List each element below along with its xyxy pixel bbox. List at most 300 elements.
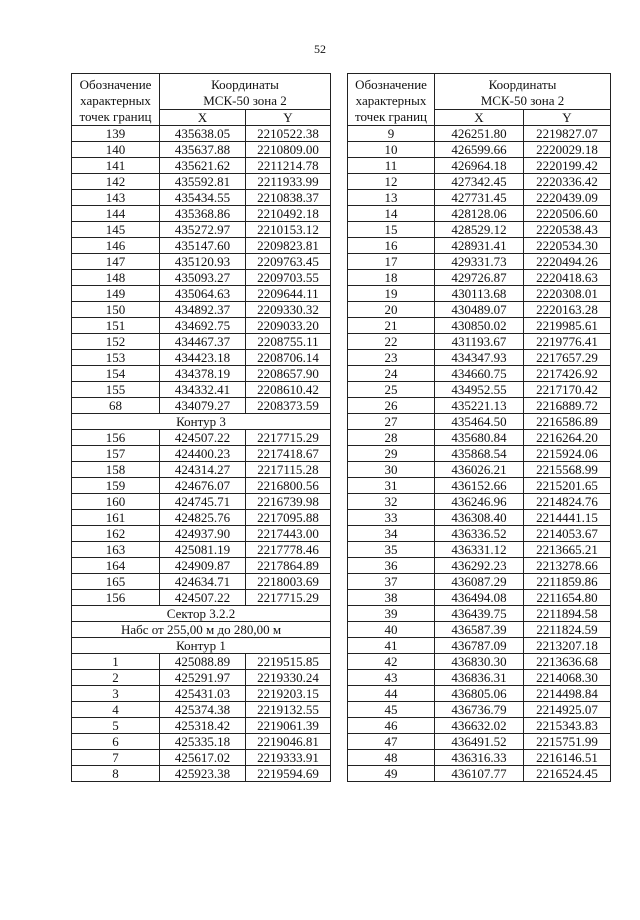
table-row: [72, 174, 331, 190]
table-row: [72, 318, 331, 334]
y-cell: 2217443.00: [246, 526, 331, 542]
point-cell: 26: [348, 398, 435, 414]
x-cell: 435638.05: [160, 126, 246, 142]
y-cell: 2210153.12: [246, 222, 331, 238]
x-cell: 425088.89: [160, 654, 246, 670]
point-cell: 49: [348, 766, 435, 782]
point-cell: 156: [72, 590, 160, 606]
point-cell: 45: [348, 702, 435, 718]
x-cell: 424676.07: [160, 478, 246, 494]
table-row: [72, 158, 331, 174]
y-cell: 2213665.21: [524, 542, 611, 558]
table-row: [348, 334, 611, 350]
point-cell: 151: [72, 318, 160, 334]
y-cell: 2215201.65: [524, 478, 611, 494]
section-title: Набс от 255,00 м до 280,00 м: [72, 622, 331, 638]
table-row: [348, 686, 611, 702]
y-cell: 2217115.28: [246, 462, 331, 478]
y-cell: 2219594.69: [246, 766, 331, 782]
point-cell: 17: [348, 254, 435, 270]
x-cell: 424507.22: [160, 590, 246, 606]
point-cell: 164: [72, 558, 160, 574]
y-cell: 2215751.99: [524, 734, 611, 750]
x-cell: 436494.08: [435, 590, 524, 606]
table-row: [348, 734, 611, 750]
y-cell: 2211894.58: [524, 606, 611, 622]
y-cell: 2208706.14: [246, 350, 331, 366]
table-row: [348, 414, 611, 430]
table-row: [72, 590, 331, 606]
table-row: [348, 670, 611, 686]
x-cell: 434332.41: [160, 382, 246, 398]
header-x: X: [160, 110, 246, 126]
point-cell: 46: [348, 718, 435, 734]
table-row: [348, 750, 611, 766]
point-cell: 162: [72, 526, 160, 542]
x-cell: 428931.41: [435, 238, 524, 254]
point-cell: 163: [72, 542, 160, 558]
table-row: [72, 238, 331, 254]
section-title: Контур 3: [72, 414, 331, 430]
table-row: [348, 574, 611, 590]
point-cell: 6: [72, 734, 160, 750]
point-cell: 152: [72, 334, 160, 350]
point-cell: 148: [72, 270, 160, 286]
table-row: [348, 702, 611, 718]
point-cell: 39: [348, 606, 435, 622]
y-cell: 2208755.11: [246, 334, 331, 350]
point-cell: 42: [348, 654, 435, 670]
table-row: [348, 558, 611, 574]
point-cell: 139: [72, 126, 160, 142]
table-row: [348, 222, 611, 238]
y-cell: 2209763.45: [246, 254, 331, 270]
point-cell: 158: [72, 462, 160, 478]
point-cell: 10: [348, 142, 435, 158]
table-row: [348, 254, 611, 270]
table-row: [348, 174, 611, 190]
y-cell: 2209033.20: [246, 318, 331, 334]
point-cell: 145: [72, 222, 160, 238]
y-cell: 2220534.30: [524, 238, 611, 254]
table-row: [72, 462, 331, 478]
x-cell: 431193.67: [435, 334, 524, 350]
point-cell: 37: [348, 574, 435, 590]
y-cell: 2214824.76: [524, 494, 611, 510]
point-cell: 147: [72, 254, 160, 270]
x-cell: 424314.27: [160, 462, 246, 478]
header-y: Y: [246, 110, 331, 126]
header-coordinates: [435, 74, 611, 110]
point-cell: 149: [72, 286, 160, 302]
x-cell: 425923.38: [160, 766, 246, 782]
table-row: [72, 750, 331, 766]
table-row: [72, 142, 331, 158]
point-cell: 165: [72, 574, 160, 590]
x-cell: 435064.63: [160, 286, 246, 302]
table-row: [72, 126, 331, 142]
table-row: [72, 382, 331, 398]
x-cell: 424634.71: [160, 574, 246, 590]
table-row: [72, 734, 331, 750]
table-row: [348, 206, 611, 222]
point-cell: 154: [72, 366, 160, 382]
y-cell: 2220199.42: [524, 158, 611, 174]
y-cell: 2219333.91: [246, 750, 331, 766]
table-row: [72, 398, 331, 414]
header-coords-line: Координаты: [488, 77, 557, 92]
table-row: [348, 766, 611, 782]
table-row: [72, 446, 331, 462]
y-cell: 2214441.15: [524, 510, 611, 526]
y-cell: 2220336.42: [524, 174, 611, 190]
point-cell: 31: [348, 478, 435, 494]
x-cell: 435621.62: [160, 158, 246, 174]
table-row: [72, 350, 331, 366]
x-cell: 435434.55: [160, 190, 246, 206]
point-cell: 3: [72, 686, 160, 702]
table-row: [72, 558, 331, 574]
x-cell: 430113.68: [435, 286, 524, 302]
table-row: [348, 494, 611, 510]
header-point-designation: [348, 74, 435, 126]
table-row: [72, 206, 331, 222]
table-row: [348, 318, 611, 334]
y-cell: 2220439.09: [524, 190, 611, 206]
table-row: [348, 622, 611, 638]
x-cell: 429331.73: [435, 254, 524, 270]
header-coords-line: Координаты: [211, 77, 279, 92]
y-cell: 2217426.92: [524, 366, 611, 382]
x-cell: 435093.27: [160, 270, 246, 286]
y-cell: 2215924.06: [524, 446, 611, 462]
y-cell: 2215343.83: [524, 718, 611, 734]
x-cell: 435592.81: [160, 174, 246, 190]
table-row: [72, 286, 331, 302]
y-cell: 2216739.98: [246, 494, 331, 510]
point-cell: 68: [72, 398, 160, 414]
x-cell: 436107.77: [435, 766, 524, 782]
x-cell: 424937.90: [160, 526, 246, 542]
table-row: [348, 462, 611, 478]
y-cell: 2217778.46: [246, 542, 331, 558]
x-cell: 436246.96: [435, 494, 524, 510]
y-cell: 2211654.80: [524, 590, 611, 606]
point-cell: 27: [348, 414, 435, 430]
point-cell: 33: [348, 510, 435, 526]
table-row: [72, 526, 331, 542]
y-cell: 2211859.86: [524, 574, 611, 590]
point-cell: 14: [348, 206, 435, 222]
point-cell: 44: [348, 686, 435, 702]
y-cell: 2208373.59: [246, 398, 331, 414]
point-cell: 29: [348, 446, 435, 462]
y-cell: 2216264.20: [524, 430, 611, 446]
table-row: [72, 254, 331, 270]
point-cell: 13: [348, 190, 435, 206]
table-row: [348, 606, 611, 622]
table-row: [72, 702, 331, 718]
table-body-right: [348, 126, 611, 782]
y-cell: 2209703.55: [246, 270, 331, 286]
point-cell: 20: [348, 302, 435, 318]
x-cell: 424745.71: [160, 494, 246, 510]
y-cell: 2219046.81: [246, 734, 331, 750]
table-row: [72, 366, 331, 382]
section-row: [72, 606, 331, 622]
table-row: [348, 142, 611, 158]
y-cell: 2210838.37: [246, 190, 331, 206]
header-y: Y: [524, 110, 611, 126]
y-cell: 2219515.85: [246, 654, 331, 670]
x-cell: 425081.19: [160, 542, 246, 558]
header-point-line: характерных: [80, 93, 151, 108]
x-cell: 435680.84: [435, 430, 524, 446]
x-cell: 434423.18: [160, 350, 246, 366]
x-cell: 435221.13: [435, 398, 524, 414]
y-cell: 2208657.90: [246, 366, 331, 382]
y-cell: 2217715.29: [246, 590, 331, 606]
x-cell: 436331.12: [435, 542, 524, 558]
point-cell: 12: [348, 174, 435, 190]
header-x: X: [435, 110, 524, 126]
table-row: [72, 270, 331, 286]
y-cell: 2217095.88: [246, 510, 331, 526]
header-point-line: Обозначение: [355, 77, 427, 92]
table-row: [348, 158, 611, 174]
header-point-line: Обозначение: [79, 77, 152, 92]
x-cell: 434660.75: [435, 366, 524, 382]
x-cell: 426599.66: [435, 142, 524, 158]
point-cell: 1: [72, 654, 160, 670]
y-cell: 2215568.99: [524, 462, 611, 478]
point-cell: 28: [348, 430, 435, 446]
point-cell: 5: [72, 718, 160, 734]
table-row: [348, 718, 611, 734]
y-cell: 2214498.84: [524, 686, 611, 702]
x-cell: 436736.79: [435, 702, 524, 718]
x-cell: 436152.66: [435, 478, 524, 494]
table-row: [72, 190, 331, 206]
table-row: [348, 398, 611, 414]
x-cell: 436026.21: [435, 462, 524, 478]
point-cell: 21: [348, 318, 435, 334]
table-row: [72, 478, 331, 494]
point-cell: 143: [72, 190, 160, 206]
point-cell: 15: [348, 222, 435, 238]
point-cell: 41: [348, 638, 435, 654]
table-row: [348, 638, 611, 654]
x-cell: 429726.87: [435, 270, 524, 286]
table-row: [348, 542, 611, 558]
point-cell: 153: [72, 350, 160, 366]
y-cell: 2211214.78: [246, 158, 331, 174]
table-body-left: [72, 126, 331, 782]
x-cell: 436087.29: [435, 574, 524, 590]
x-cell: 434892.37: [160, 302, 246, 318]
section-title: Сектор 3.2.2: [72, 606, 331, 622]
point-cell: 155: [72, 382, 160, 398]
y-cell: 2216586.89: [524, 414, 611, 430]
point-cell: 47: [348, 734, 435, 750]
x-cell: 436292.23: [435, 558, 524, 574]
table-row: [348, 478, 611, 494]
point-cell: 40: [348, 622, 435, 638]
y-cell: 2211933.99: [246, 174, 331, 190]
y-cell: 2220494.26: [524, 254, 611, 270]
y-cell: 2219132.55: [246, 702, 331, 718]
point-cell: 30: [348, 462, 435, 478]
point-cell: 9: [348, 126, 435, 142]
x-cell: 435120.93: [160, 254, 246, 270]
x-cell: 436787.09: [435, 638, 524, 654]
y-cell: 2209823.81: [246, 238, 331, 254]
point-cell: 8: [72, 766, 160, 782]
point-cell: 142: [72, 174, 160, 190]
y-cell: 2219203.15: [246, 686, 331, 702]
y-cell: 2216889.72: [524, 398, 611, 414]
y-cell: 2216800.56: [246, 478, 331, 494]
x-cell: 435868.54: [435, 446, 524, 462]
y-cell: 2210522.38: [246, 126, 331, 142]
y-cell: 2208610.42: [246, 382, 331, 398]
y-cell: 2211824.59: [524, 622, 611, 638]
x-cell: 424507.22: [160, 430, 246, 446]
x-cell: 436836.31: [435, 670, 524, 686]
x-cell: 434378.19: [160, 366, 246, 382]
table-row: [348, 382, 611, 398]
point-cell: 32: [348, 494, 435, 510]
x-cell: 435464.50: [435, 414, 524, 430]
x-cell: 435368.86: [160, 206, 246, 222]
x-cell: 436805.06: [435, 686, 524, 702]
table-row: [348, 126, 611, 142]
table-row: [348, 286, 611, 302]
y-cell: 2216524.45: [524, 766, 611, 782]
table-row: [348, 238, 611, 254]
table-row: [72, 574, 331, 590]
point-cell: 150: [72, 302, 160, 318]
x-cell: 428128.06: [435, 206, 524, 222]
table-row: [72, 494, 331, 510]
table-row: [72, 302, 331, 318]
x-cell: 425318.42: [160, 718, 246, 734]
section-row: [72, 638, 331, 654]
x-cell: 424400.23: [160, 446, 246, 462]
point-cell: 144: [72, 206, 160, 222]
table-row: [348, 270, 611, 286]
y-cell: 2210809.00: [246, 142, 331, 158]
table-row: [348, 350, 611, 366]
point-cell: 38: [348, 590, 435, 606]
table-row: [72, 718, 331, 734]
y-cell: 2209330.32: [246, 302, 331, 318]
x-cell: 427731.45: [435, 190, 524, 206]
y-cell: 2217715.29: [246, 430, 331, 446]
point-cell: 161: [72, 510, 160, 526]
point-cell: 48: [348, 750, 435, 766]
y-cell: 2213207.18: [524, 638, 611, 654]
y-cell: 2217170.42: [524, 382, 611, 398]
point-cell: 2: [72, 670, 160, 686]
x-cell: 436439.75: [435, 606, 524, 622]
section-row: [72, 622, 331, 638]
header-coords-line: МСК-50 зона 2: [480, 93, 565, 108]
point-cell: 23: [348, 350, 435, 366]
point-cell: 16: [348, 238, 435, 254]
point-cell: 146: [72, 238, 160, 254]
x-cell: 427342.45: [435, 174, 524, 190]
y-cell: 2219776.41: [524, 334, 611, 350]
point-cell: 25: [348, 382, 435, 398]
table-row: [348, 190, 611, 206]
x-cell: 425374.38: [160, 702, 246, 718]
x-cell: 436491.52: [435, 734, 524, 750]
point-cell: 156: [72, 430, 160, 446]
table-row: [72, 542, 331, 558]
table-row: [348, 510, 611, 526]
y-cell: 2217864.89: [246, 558, 331, 574]
point-cell: 141: [72, 158, 160, 174]
x-cell: 436830.30: [435, 654, 524, 670]
point-cell: 160: [72, 494, 160, 510]
coordinates-table-left: [71, 73, 331, 782]
x-cell: 436316.33: [435, 750, 524, 766]
y-cell: 2220163.28: [524, 302, 611, 318]
point-cell: 159: [72, 478, 160, 494]
y-cell: 2217657.29: [524, 350, 611, 366]
table-row: [72, 654, 331, 670]
y-cell: 2217418.67: [246, 446, 331, 462]
header-point-designation: [72, 74, 160, 126]
point-cell: 19: [348, 286, 435, 302]
point-cell: 36: [348, 558, 435, 574]
x-cell: 434347.93: [435, 350, 524, 366]
x-cell: 425617.02: [160, 750, 246, 766]
table-row: [72, 766, 331, 782]
y-cell: 2214053.67: [524, 526, 611, 542]
table-row: [348, 526, 611, 542]
table-row: [348, 366, 611, 382]
x-cell: 434079.27: [160, 398, 246, 414]
header-point-line: точек границ: [354, 109, 428, 124]
y-cell: 2220308.01: [524, 286, 611, 302]
y-cell: 2220418.63: [524, 270, 611, 286]
point-cell: 34: [348, 526, 435, 542]
table-row: [72, 510, 331, 526]
x-cell: 434692.75: [160, 318, 246, 334]
table-row: [348, 302, 611, 318]
x-cell: 425335.18: [160, 734, 246, 750]
point-cell: 4: [72, 702, 160, 718]
table-row: [72, 430, 331, 446]
table-row: [72, 334, 331, 350]
x-cell: 435147.60: [160, 238, 246, 254]
header-coords-line: МСК-50 зона 2: [203, 93, 287, 108]
x-cell: 425291.97: [160, 670, 246, 686]
y-cell: 2218003.69: [246, 574, 331, 590]
x-cell: 436308.40: [435, 510, 524, 526]
page-number: 52: [314, 42, 326, 56]
y-cell: 2220029.18: [524, 142, 611, 158]
x-cell: 425431.03: [160, 686, 246, 702]
x-cell: 426964.18: [435, 158, 524, 174]
y-cell: 2220506.60: [524, 206, 611, 222]
x-cell: 436587.39: [435, 622, 524, 638]
point-cell: 157: [72, 446, 160, 462]
y-cell: 2210492.18: [246, 206, 331, 222]
y-cell: 2214068.30: [524, 670, 611, 686]
